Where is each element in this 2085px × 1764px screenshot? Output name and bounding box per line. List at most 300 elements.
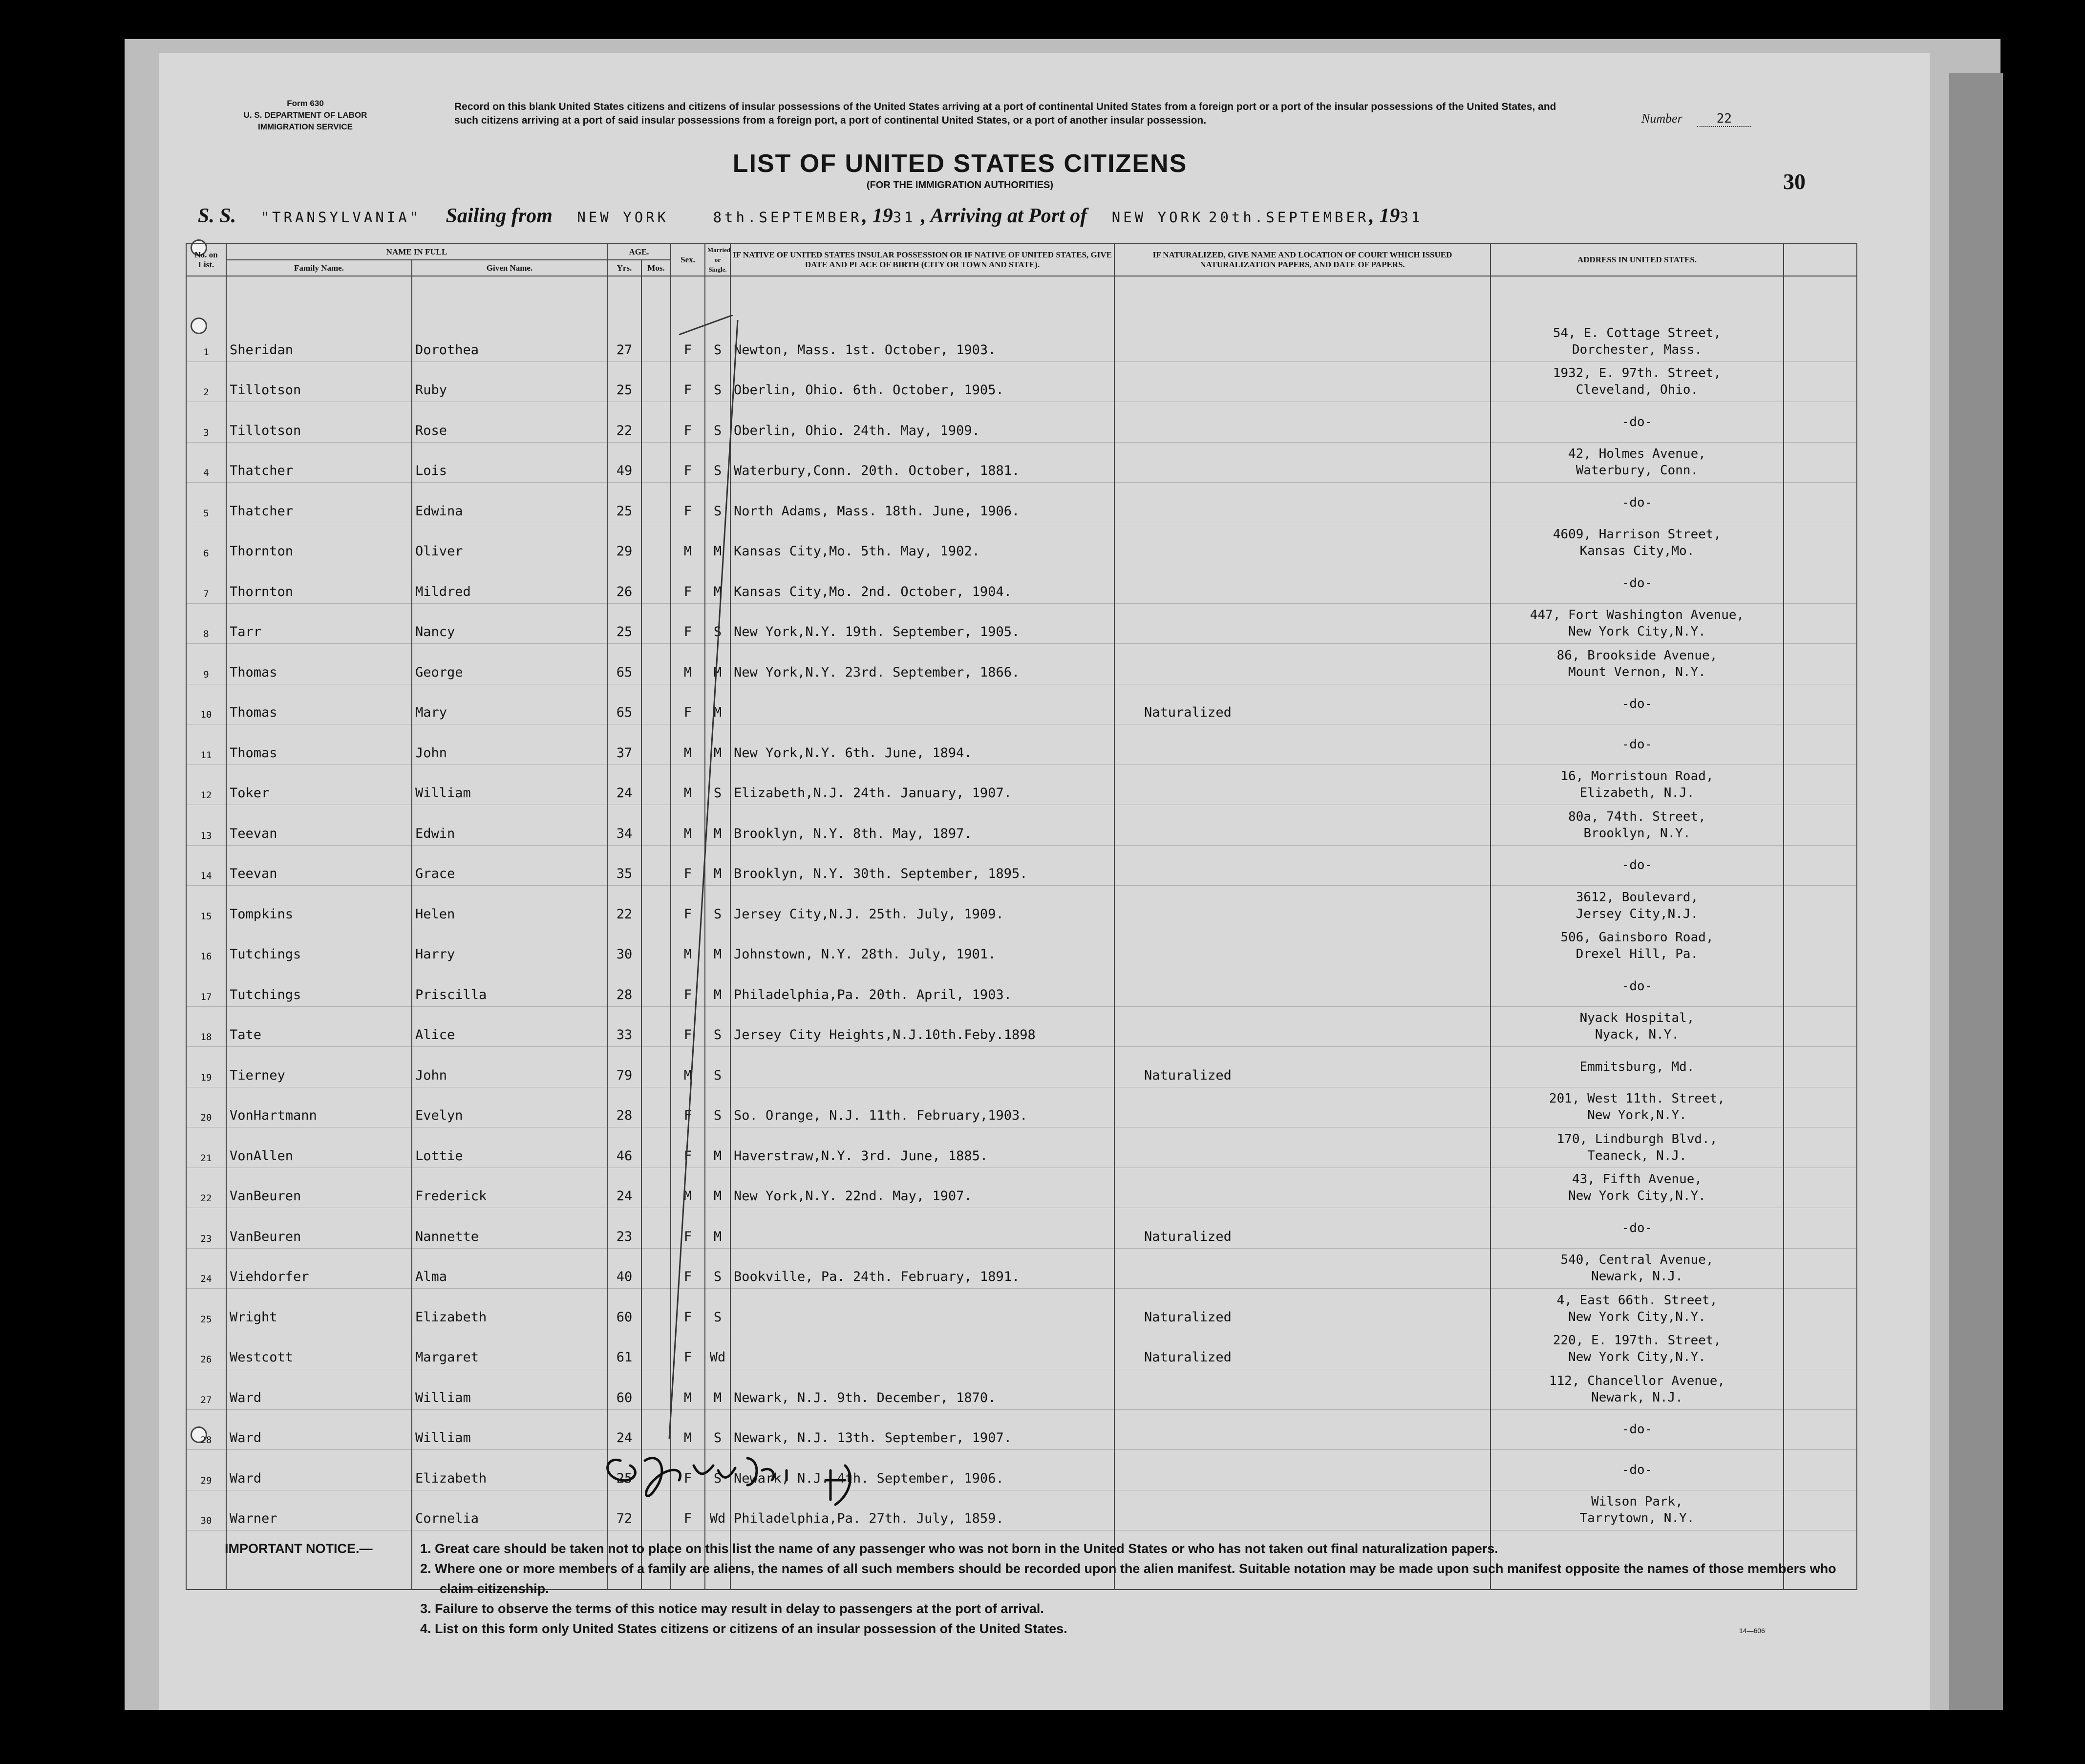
cell-yrs: 25 [607,483,641,523]
cell-mos [641,926,671,966]
cell-nat: Naturalized [1114,1329,1490,1369]
table-row [186,1168,1857,1208]
cell-no: 15 [186,886,226,926]
cell-address: Emmitsburg, Md. [1490,1047,1784,1087]
cell-nat [1114,361,1490,402]
notice-item: 3. Failure to observe the terms of this notice may result in delay to passengers at the port of arrival. [420,1601,1044,1616]
cell-address: -do- [1490,1450,1784,1490]
cell-sex: F [671,603,705,644]
cell-no: 8 [186,603,226,644]
cell-given: Margaret [412,1329,607,1369]
cell-family: Teevan [226,805,412,846]
table-row [186,1127,1857,1168]
col-native: IF NATIVE OF UNITED STATES INSULAR POSSESSION OR IF NATIVE OF UNITED STATES, GIVE DATE AND PLACE OF BIRTH (CITY OR TOWN AND STATE). [730,244,1114,276]
cell-no: 1 [186,321,226,361]
cell-family: Thornton [226,523,412,563]
cell-yrs: 24 [607,765,641,805]
cell-address: -do- [1490,1409,1784,1450]
cell-birth [730,684,1114,724]
cell-address: 1932, E. 97th. Street, Cleveland, Ohio. [1490,361,1784,402]
cell-sex: F [671,1087,705,1127]
cell-address: 506, Gainsboro Road, Drexel Hill, Pa. [1490,926,1784,966]
arrival-port: NEW YORK [1111,209,1204,226]
cell-no: 27 [186,1369,226,1410]
cell-nat [1114,926,1490,966]
cell-nat [1114,442,1490,483]
cell-no: 29 [186,1450,226,1490]
cell-given: Mary [412,684,607,724]
cell-yrs: 60 [607,1289,641,1329]
table-row [186,321,1857,361]
table-row [186,1450,1857,1490]
cell-nat [1114,1490,1490,1530]
cell-ms: S [705,1087,730,1127]
cell-birth: Kansas City,Mo. 2nd. October, 1904. [730,563,1114,604]
cell-address: -do- [1490,684,1784,724]
cell-birth: North Adams, Mass. 18th. June, 1906. [730,483,1114,523]
cell-family: VanBeuren [226,1208,412,1249]
cell-family: Thomas [226,684,412,724]
cell-nat [1114,563,1490,604]
cell-ms: S [705,321,730,361]
cell-nat [1114,805,1490,846]
cell-sex: M [671,1409,705,1450]
cell-nat [1114,1087,1490,1127]
cell-address: -do- [1490,1208,1784,1249]
notice-item: 4. List on this form only United States citizens or citizens of an insular possession of the United States. [420,1621,1067,1636]
cell-yrs: 33 [607,1006,641,1047]
cell-mos [641,1369,671,1410]
table-row [186,1409,1857,1450]
cell-yrs: 25 [607,1450,641,1490]
cell-given: Ruby [412,361,607,402]
cell-given: Frederick [412,1168,607,1208]
cell-given: John [412,724,607,765]
form-code: 14—606 [1739,1627,1765,1635]
cell-ms: M [705,845,730,886]
col-married: Married or Single. [705,244,730,276]
cell-no: 17 [186,966,226,1007]
table-row [186,1047,1857,1087]
cell-no: 10 [186,684,226,724]
cell-yrs: 79 [607,1047,641,1087]
cell-nat [1114,1369,1490,1410]
cell-yrs: 29 [607,523,641,563]
cell-given: Rose [412,402,607,443]
cell-address: -do- [1490,483,1784,523]
cell-address: 112, Chancellor Avenue, Newark, N.J. [1490,1369,1784,1410]
cell-given: Lois [412,442,607,483]
table-row [186,886,1857,926]
cell-yrs: 25 [607,361,641,402]
cell-sex: M [671,644,705,684]
cell-yrs: 72 [607,1490,641,1530]
cell-address: 4, East 66th. Street, New York City,N.Y. [1490,1289,1784,1329]
cell-sex: F [671,483,705,523]
cell-given: Grace [412,845,607,886]
cell-no: 2 [186,361,226,402]
cell-ms: M [705,684,730,724]
col-age: AGE. [607,244,671,260]
cell-sex: F [671,684,705,724]
cell-nat: Naturalized [1114,1208,1490,1249]
cell-nat: Naturalized [1114,1047,1490,1087]
cell-ms: M [705,1168,730,1208]
cell-family: Viehdorfer [226,1248,412,1289]
cell-family: Westcott [226,1329,412,1369]
cell-mos [641,1087,671,1127]
cell-mos [641,1006,671,1047]
cell-ms: M [705,644,730,684]
cell-family: Toker [226,765,412,805]
cell-birth: Kansas City,Mo. 5th. May, 1902. [730,523,1114,563]
col-no: No. on List. [186,244,226,276]
cell-yrs: 24 [607,1168,641,1208]
voyage-line: S. S. "TRANSYLVANIA" Sailing from NEW YORK 8th.SEPTEMBER, 1931 , Arriving at Port of NEW YORK 20th.SEPTEMBER, 1931 [198,205,1423,227]
cell-mos [641,321,671,361]
table-row [186,442,1857,483]
cell-mos [641,442,671,483]
cell-ms: Wd [705,1490,730,1530]
cell-yrs: 34 [607,805,641,846]
cell-no: 4 [186,442,226,483]
cell-birth: New York,N.Y. 19th. September, 1905. [730,603,1114,644]
cell-mos [641,724,671,765]
cell-mos [641,966,671,1007]
cell-birth: Brooklyn, N.Y. 8th. May, 1897. [730,805,1114,846]
table-row [186,402,1857,443]
cell-address: 86, Brookside Avenue, Mount Vernon, N.Y. [1490,644,1784,684]
cell-nat [1114,321,1490,361]
cell-sex: F [671,845,705,886]
cell-family: Thatcher [226,442,412,483]
cell-birth: Haverstraw,N.Y. 3rd. June, 1885. [730,1127,1114,1168]
cell-given: Lottie [412,1127,607,1168]
cell-ms: Wd [705,1329,730,1369]
cell-nat [1114,402,1490,443]
table-row [186,1087,1857,1127]
cell-sex: F [671,966,705,1007]
cell-family: VonAllen [226,1127,412,1168]
cell-no: 26 [186,1329,226,1369]
table-row [186,1369,1857,1410]
arrival-date: 20th.SEPTEMBER [1208,209,1369,226]
cell-ms: M [705,523,730,563]
table-row [186,1006,1857,1047]
cell-family: Thomas [226,644,412,684]
cell-family: Tompkins [226,886,412,926]
cell-address: 43, Fifth Avenue, New York City,N.Y. [1490,1168,1784,1208]
cell-family: Tutchings [226,966,412,1007]
cell-address: 170, Lindburgh Blvd., Teaneck, N.J. [1490,1127,1784,1168]
cell-sex: F [671,886,705,926]
cell-birth [730,1047,1114,1087]
cell-family: Tarr [226,603,412,644]
cell-given: George [412,644,607,684]
cell-family: Thomas [226,724,412,765]
cell-sex: M [671,1168,705,1208]
cell-birth: Johnstown, N.Y. 28th. July, 1901. [730,926,1114,966]
cell-yrs: 46 [607,1127,641,1168]
cell-family: Wright [226,1289,412,1329]
cell-yrs: 23 [607,1208,641,1249]
cell-birth: Elizabeth,N.J. 24th. January, 1907. [730,765,1114,805]
cell-address: 220, E. 197th. Street, New York City,N.Y. [1490,1329,1784,1369]
col-family-name: Family Name. [226,260,412,276]
cell-address: 42, Holmes Avenue, Waterbury, Conn. [1490,442,1784,483]
cell-given: Cornelia [412,1490,607,1530]
cell-sex: M [671,765,705,805]
cell-address: -do- [1490,724,1784,765]
page-subtitle: (FOR THE IMMIGRATION AUTHORITIES) [866,180,1054,191]
cell-family: Tutchings [226,926,412,966]
cell-family: Ward [226,1369,412,1410]
sailing-date: 8th.SEPTEMBER [713,209,862,226]
cell-yrs: 40 [607,1248,641,1289]
col-yrs: Yrs. [607,260,641,276]
cell-nat: Naturalized [1114,1289,1490,1329]
cell-family: VonHartmann [226,1087,412,1127]
table-row [186,644,1857,684]
cell-nat [1114,1248,1490,1289]
cell-ms: S [705,1450,730,1490]
cell-family: Teevan [226,845,412,886]
cell-birth: Bookville, Pa. 24th. February, 1891. [730,1248,1114,1289]
cell-mos [641,483,671,523]
cell-sex: F [671,563,705,604]
cell-no: 18 [186,1006,226,1047]
notice-item: 1. Great care should be taken not to place on this list the name of any passenger who was not born in the United States or who has not taken out final naturalization papers. [420,1541,1498,1556]
cell-mos [641,684,671,724]
table-row [186,483,1857,523]
cell-no: 6 [186,523,226,563]
cell-yrs: 22 [607,886,641,926]
cell-given: Helen [412,886,607,926]
page-title: LIST OF UNITED STATES CITIZENS [732,149,1188,178]
cell-ms: M [705,1208,730,1249]
cell-nat [1114,1168,1490,1208]
cell-birth: New York,N.Y. 6th. June, 1894. [730,724,1114,765]
cell-birth [730,1289,1114,1329]
cell-family: VanBeuren [226,1168,412,1208]
table-row [186,1490,1857,1530]
cell-no: 13 [186,805,226,846]
cell-no: 30 [186,1490,226,1530]
cell-family: Tillotson [226,361,412,402]
cell-ms: S [705,442,730,483]
cell-mos [641,845,671,886]
cell-address: 201, West 11th. Street, New York,N.Y. [1490,1087,1784,1127]
cell-family: Ward [226,1409,412,1450]
cell-address: 447, Fort Washington Avenue, New York City,N.Y. [1490,603,1784,644]
table-row [186,1208,1857,1249]
cell-address: -do- [1490,966,1784,1007]
cell-sex: F [671,1490,705,1530]
cell-sex: M [671,805,705,846]
col-name-in-full: NAME IN FULL [226,244,607,260]
table-row [186,765,1857,805]
cell-ms: S [705,483,730,523]
cell-mos [641,1208,671,1249]
cell-sex: F [671,1329,705,1369]
cell-ms: S [705,1409,730,1450]
cell-birth [730,1208,1114,1249]
cell-sex: M [671,724,705,765]
table-row [186,926,1857,966]
cell-sex: F [671,1248,705,1289]
page-edge [1949,73,2003,1710]
cell-nat [1114,1450,1490,1490]
table-row [186,684,1857,724]
cell-ms: S [705,603,730,644]
cell-no: 3 [186,402,226,443]
cell-nat: Naturalized [1114,684,1490,724]
cell-mos [641,765,671,805]
cell-family: Tate [226,1006,412,1047]
cell-nat [1114,603,1490,644]
cell-given: Priscilla [412,966,607,1007]
table-header-row [186,244,1857,260]
cell-address: 3612, Boulevard, Jersey City,N.J. [1490,886,1784,926]
cell-ms: S [705,1289,730,1329]
cell-ms: S [705,1248,730,1289]
cell-nat [1114,1006,1490,1047]
cell-nat [1114,845,1490,886]
cell-ms: M [705,1369,730,1410]
cell-sex: F [671,321,705,361]
table-row [186,724,1857,765]
cell-given: Edwina [412,483,607,523]
cell-ms: M [705,724,730,765]
cell-mos [641,603,671,644]
cell-given: William [412,1409,607,1450]
cell-ms: M [705,805,730,846]
cell-birth: Philadelphia,Pa. 27th. July, 1859. [730,1490,1114,1530]
cell-family: Warner [226,1490,412,1530]
notice-item: 2. Where one or more members of a family are aliens, the names of all such members should be recorded upon the alien manifest. Suitable notation may be made upon such manifest opposite the names of those members who claim citizenship. [420,1561,1836,1596]
cell-ms: S [705,402,730,443]
cell-yrs: 28 [607,966,641,1007]
table-row [186,603,1857,644]
cell-family: Tillotson [226,402,412,443]
cell-nat [1114,523,1490,563]
cell-address: 16, Morristoun Road, Elizabeth, N.J. [1490,765,1784,805]
cell-birth: Philadelphia,Pa. 20th. April, 1903. [730,966,1114,1007]
cell-birth: Jersey City Heights,N.J.10th.Feby.1898 [730,1006,1114,1047]
cell-birth: Brooklyn, N.Y. 30th. September, 1895. [730,845,1114,886]
cell-no: 19 [186,1047,226,1087]
cell-mos [641,1329,671,1369]
cell-sex: F [671,1006,705,1047]
cell-yrs: 35 [607,845,641,886]
table-row [186,361,1857,402]
cell-no: 9 [186,644,226,684]
cell-mos [641,1289,671,1329]
cell-ms: S [705,1047,730,1087]
cell-birth: Newark, N.J. 4th. September, 1906. [730,1450,1114,1490]
cell-yrs: 61 [607,1329,641,1369]
cell-address: Wilson Park, Tarrytown, N.Y. [1490,1490,1784,1530]
cell-sex: F [671,442,705,483]
cell-no: 14 [186,845,226,886]
cell-nat [1114,724,1490,765]
cell-no: 22 [186,1168,226,1208]
passenger-table [186,243,1857,1590]
cell-no: 20 [186,1087,226,1127]
cell-sex: M [671,523,705,563]
cell-sex: F [671,1127,705,1168]
cell-given: Nancy [412,603,607,644]
cell-ms: M [705,966,730,1007]
cell-no: 25 [186,1289,226,1329]
table-row [186,845,1857,886]
cell-ms: S [705,886,730,926]
cell-mos [641,1248,671,1289]
cell-family: Ward [226,1450,412,1490]
cell-mos [641,644,671,684]
cell-mos [641,402,671,443]
cell-nat [1114,1127,1490,1168]
cell-birth: So. Orange, N.J. 11th. February,1903. [730,1087,1114,1127]
cell-nat [1114,1409,1490,1450]
form-identifier: Form 630 U. S. DEPARTMENT OF LABOR IMMIGRATION SERVICE [243,99,367,131]
cell-no: 23 [186,1208,226,1249]
table-row [186,1289,1857,1329]
cell-family: Tierney [226,1047,412,1087]
cell-mos [641,361,671,402]
cell-no: 11 [186,724,226,765]
cell-given: Elizabeth [412,1289,607,1329]
cell-yrs: 26 [607,563,641,604]
cell-yrs: 37 [607,724,641,765]
cell-yrs: 24 [607,1409,641,1450]
cell-yrs: 60 [607,1369,641,1410]
table-row [186,523,1857,563]
cell-mos [641,1127,671,1168]
cell-family: Thatcher [226,483,412,523]
col-sex: Sex. [671,244,705,276]
cell-birth: Oberlin, Ohio. 24th. May, 1909. [730,402,1114,443]
record-instructions: Record on this blank United States citizens and citizens of insular possessions of the United States arriving at a port of continental United States from a foreign port or a port of the insular possessions of the United States, and such citizens arriving at a port of said insular possessions from a foreign port, a port of continental United States, or a port of another insular possession. [454,101,1556,126]
cell-given: Dorothea [412,321,607,361]
cell-birth: Waterbury,Conn. 20th. October, 1881. [730,442,1114,483]
cell-ms: M [705,926,730,966]
cell-yrs: 65 [607,644,641,684]
cell-address: 80a, 74th. Street, Brooklyn, N.Y. [1490,805,1784,846]
cell-mos [641,886,671,926]
cell-given: John [412,1047,607,1087]
cell-no: 21 [186,1127,226,1168]
cell-given: Elizabeth [412,1450,607,1490]
cell-ms: M [705,563,730,604]
cell-birth: Jersey City,N.J. 25th. July, 1909. [730,886,1114,926]
cell-yrs: 22 [607,402,641,443]
cell-sex: F [671,402,705,443]
cell-no: 7 [186,563,226,604]
cell-given: Nannette [412,1208,607,1249]
cell-birth: Newton, Mass. 1st. October, 1903. [730,321,1114,361]
cell-mos [641,1047,671,1087]
cell-given: Harry [412,926,607,966]
cell-no: 5 [186,483,226,523]
cell-nat [1114,886,1490,926]
cell-no: 28 [186,1409,226,1450]
cell-family: Sheridan [226,321,412,361]
cell-birth: Newark, N.J. 13th. September, 1907. [730,1409,1114,1450]
cell-yrs: 30 [607,926,641,966]
cell-ms: S [705,765,730,805]
table-row [186,966,1857,1007]
